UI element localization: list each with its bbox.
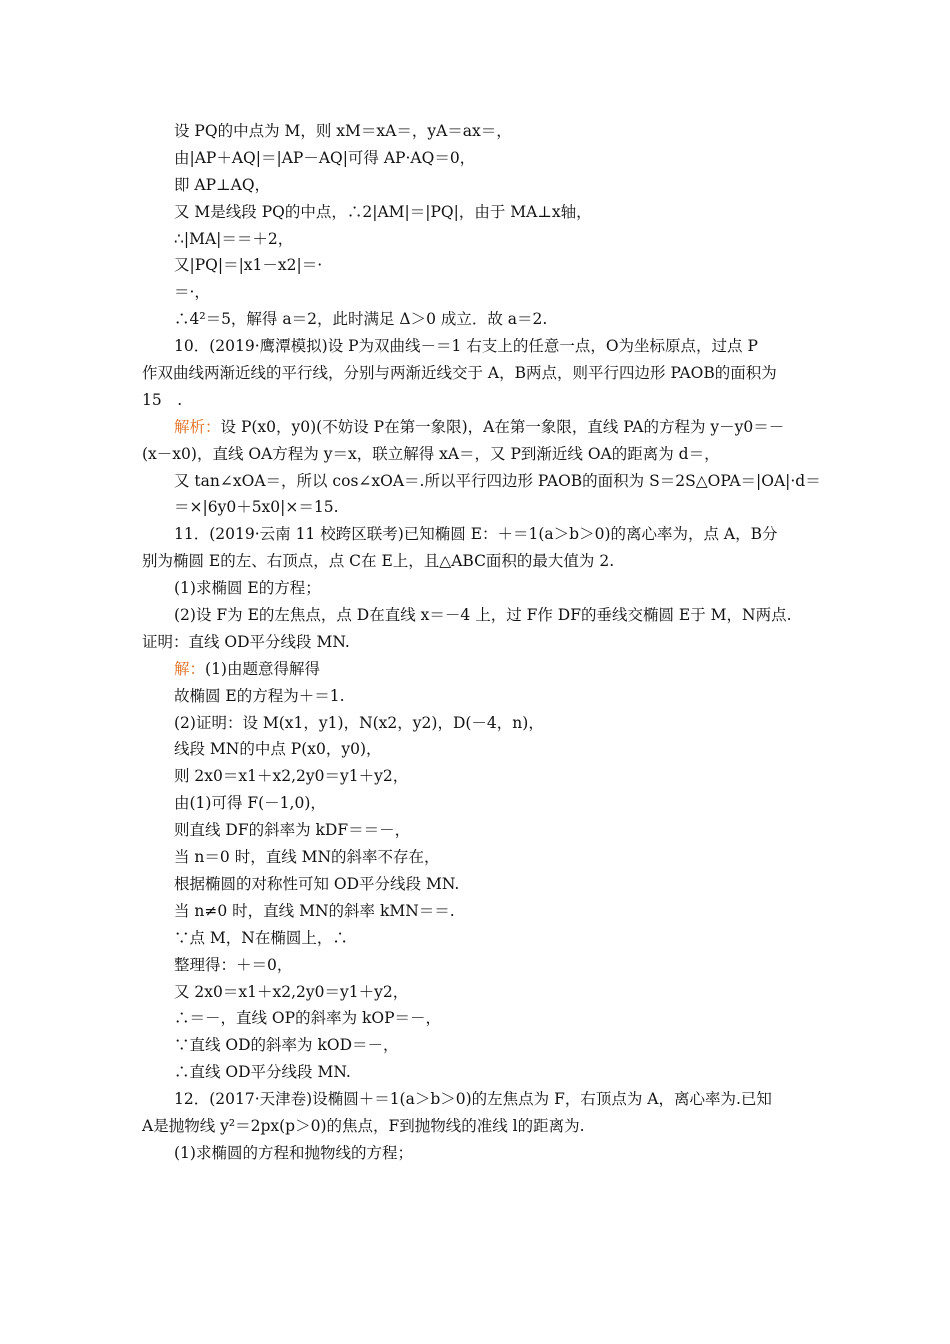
text-line (142, 817, 814, 844)
line-text: 即 AP⊥AQ， (174, 175, 271, 194)
line-text: (x－x0)，直线 OA方程为 y＝x，联立解得 xA＝，又 P到渐近线 OA的距离为 d＝， (142, 444, 720, 463)
text-line (142, 172, 814, 199)
line-text: 线段 MN的中点 P(x0，y0)， (174, 740, 382, 759)
text-line (142, 602, 814, 629)
line-text: 证明：直线 OD平分线段 MN. (142, 632, 350, 651)
text-line (142, 575, 814, 602)
line-text: ∴|MA|＝＝＋2， (174, 229, 294, 248)
text-line (142, 790, 814, 817)
text-line (142, 360, 814, 387)
line-text: 又 2x0＝x1＋x2,2y0＝y1＋y2， (174, 982, 409, 1001)
text-line (142, 683, 814, 710)
line-text: ∴直线 OD平分线段 MN. (174, 1063, 351, 1082)
line-text: ∴＝－，直线 OP的斜率为 kOP＝－， (174, 1009, 442, 1028)
line-text: 15 . (142, 390, 183, 409)
line-text: 根据椭圆的对称性可知 OD平分线段 MN. (174, 874, 460, 893)
text-line (142, 468, 821, 495)
line-text: ∵点 M，N在椭圆上，∴ (174, 928, 348, 947)
line-text: 设 PQ的中点为 M，则 xM＝xA＝，yA＝ax＝， (174, 122, 512, 140)
line-text: ∴4²＝5，解得 a＝2，此时满足 Δ＞0 成立．故 a＝2. (174, 310, 548, 329)
text-line (142, 629, 814, 656)
line-text: 12．(2017·天津卷)设椭圆＋＝1(a＞b＞0)的左焦点为 F，右顶点为 A，离心率为.已知 (174, 1090, 772, 1109)
text-line (142, 763, 814, 790)
line-text: (2)证明：设 M(x1，y1)，N(x2，y2)，D(－4，n)， (174, 713, 544, 732)
text-line (142, 871, 814, 898)
line-text: ∵直线 OD的斜率为 kOD＝－， (174, 1036, 399, 1055)
solution-label: 解： (174, 659, 206, 678)
line-text: 10．(2019·鹰潭模拟)设 P为双曲线－＝1 右支上的任意一点，O为坐标原点，过点 P (174, 337, 758, 356)
text-line (142, 252, 814, 279)
text-line (142, 656, 814, 683)
line-text: A是抛物线 y²＝2px(p＞0)的焦点，F到抛物线的准线 l的距离为. (142, 1116, 585, 1135)
text-line (142, 979, 814, 1006)
text-line (142, 1113, 814, 1140)
line-text: 又 M是线段 PQ的中点，∴2|AM|＝|PQ|，由于 MA⊥x轴， (174, 202, 592, 221)
text-line (142, 1140, 814, 1167)
text-line (142, 118, 814, 145)
text-line (142, 333, 814, 360)
line-text: ＝×|6y0＋5x0|×＝15. (174, 498, 339, 517)
line-text: 11．(2019·云南 11 校跨区联考)已知椭圆 E：＋＝1(a＞b＞0)的离心率为，点 A，B分 (174, 525, 778, 544)
text-line (142, 1032, 814, 1059)
text-line (142, 710, 814, 737)
solution-label: 解析： (174, 417, 221, 436)
text-line (142, 279, 814, 306)
text-line (142, 1059, 814, 1086)
text-line (142, 145, 814, 172)
line-text: 设 P(x0，y0)(不妨设 P在第一象限)，A在第一象限，直线 PA的方程为 y－y0＝－ (220, 417, 785, 436)
line-text: 当 n＝0 时，直线 MN的斜率不存在， (174, 848, 440, 867)
line-text: 则直线 DF的斜率为 kDF＝＝－， (174, 821, 411, 840)
text-line (142, 952, 814, 979)
text-line (142, 548, 814, 575)
text-line (142, 306, 814, 333)
line-text: 又|PQ|＝|x1－x2|＝· (174, 256, 323, 275)
line-text: 整理得：＋＝0， (174, 955, 293, 974)
text-line (142, 387, 814, 414)
line-text: 故椭圆 E的方程为＋＝1. (174, 686, 345, 705)
line-text: (1)求椭圆的方程和抛物线的方程； (174, 1143, 413, 1162)
text-line (142, 898, 814, 925)
line-text: (2)设 F为 E的左焦点，点 D在直线 x＝－4 上，过 F作 DF的垂线交椭圆 E于 M，N两点. (174, 606, 792, 625)
solution-text (142, 118, 821, 1167)
line-text: 又 tan∠xOA＝，所以 cos∠xOA＝.所以平行四边形 PAOB的面积为 S＝2S△OPA＝|OA|·d＝ (174, 471, 821, 490)
text-line (142, 736, 814, 763)
line-text: (1)求椭圆 E的方程； (174, 579, 321, 598)
text-line (142, 925, 814, 952)
line-text: (1)由题意得解得 (205, 659, 320, 678)
line-text: 别为椭圆 E的左、右顶点，点 C在 E上，且△ABC面积的最大值为 2. (142, 552, 615, 571)
text-line (142, 844, 814, 871)
line-text: 作双曲线两渐近线的平行线，分别与两渐近线交于 A，B两点，则平行四边形 PAOB的面积为 (142, 364, 777, 383)
text-line (142, 441, 814, 468)
text-line (142, 226, 814, 253)
text-line (142, 1005, 814, 1032)
text-line (142, 494, 814, 521)
line-text: 则 2x0＝x1＋x2,2y0＝y1＋y2， (174, 767, 409, 786)
text-line (142, 199, 814, 226)
line-text: ＝·， (174, 283, 210, 302)
line-text: 由|AP＋AQ|＝|AP－AQ|可得 AP·AQ＝0， (174, 148, 476, 167)
text-line (142, 414, 814, 441)
line-text: 由(1)可得 F(－1,0)， (174, 794, 326, 813)
text-line (142, 1086, 814, 1113)
line-text: 当 n≠0 时，直线 MN的斜率 kMN＝＝. (174, 901, 455, 920)
text-line (142, 521, 814, 548)
